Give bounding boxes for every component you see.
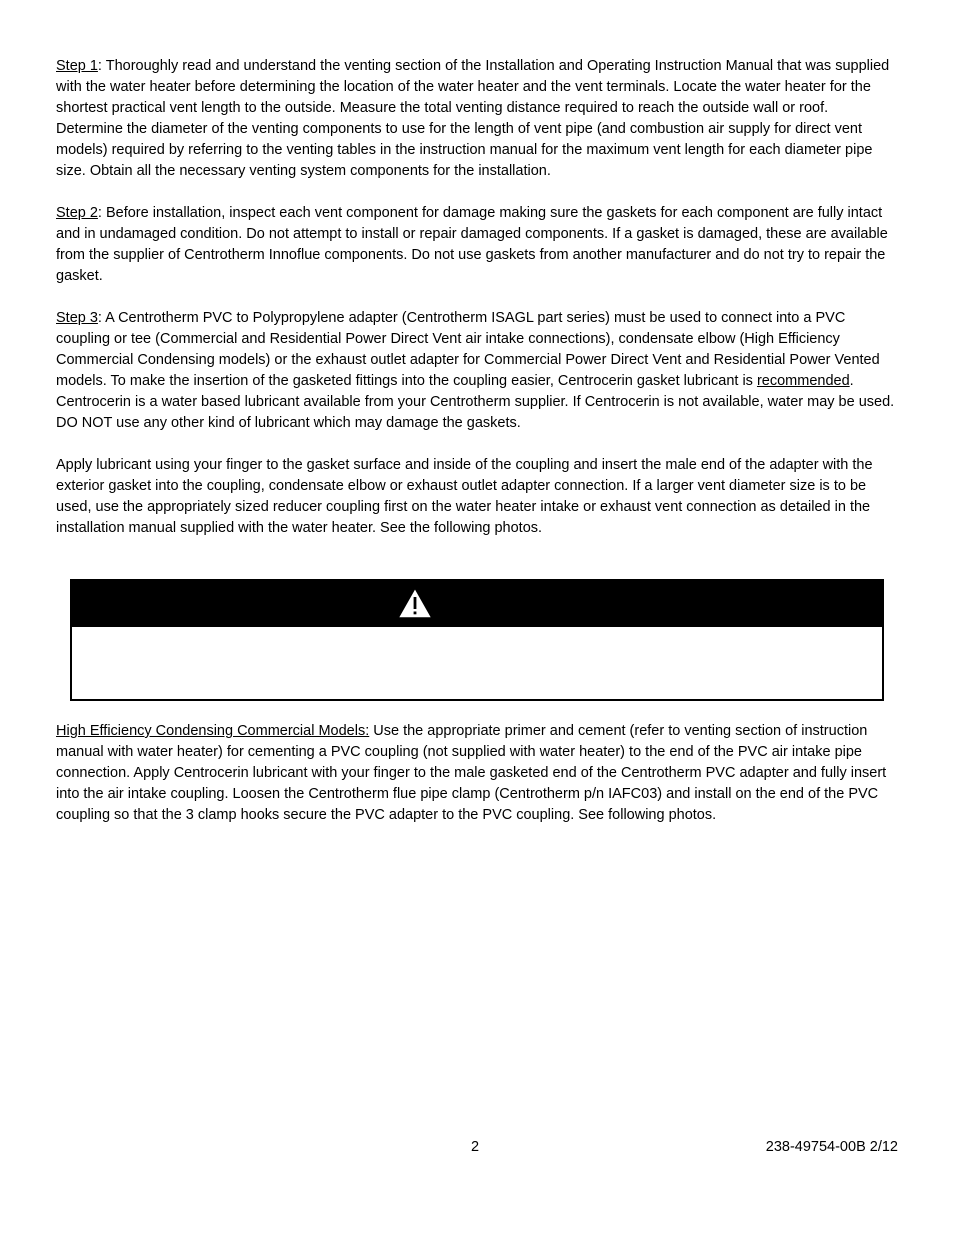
- step-1-label: Step 1: [56, 58, 98, 74]
- step-2-text: : Before installation, inspect each vent component for damage making sure the gaskets for each component are fully intact and in undamaged condition. Do not attempt to install or repair damaged components. If a gasket is damaged, these are available from the supplier of Centrotherm Innoflue components. Do not use gaskets from another manufacturer and do not try to repair the gasket.: [56, 205, 888, 284]
- step-3-label: Step 3: [56, 310, 98, 326]
- warning-body: [72, 627, 882, 695]
- warning-header: [72, 581, 882, 627]
- step-3-paragraph: [56, 308, 898, 434]
- high-efficiency-label: High Efficiency Condensing Commercial Models:: [56, 723, 370, 739]
- step-3-text-after: . Centrocerin is a water based lubricant available from your Centrotherm supplier. If Centrocerin is not available, water may be used. DO NOT use any other kind of lubricant which may damage the gaskets.: [56, 373, 895, 431]
- apply-lubricant-text: Apply lubricant using your finger to the gasket surface and inside of the coupling and insert the male end of the adapter with the exterior gasket into the coupling, condensate elbow or exhaust outlet adapter connection. If a larger vent diameter size is to be used, use the appropriately sized reducer coupling first on the water heater intake or exhaust vent connection as detailed in the installation manual supplied with the water heater. See the following photos.: [56, 457, 873, 536]
- step-1-text: : Thoroughly read and understand the venting section of the Installation and Operating Instruction Manual that was supplied with the water heater before determining the location of the water heater and the vent terminals. Locate the water heater for the shortest practical vent length to the outside. Measure the total venting distance required to reach the outside wall or roof. Determine the diameter of the venting components to use for the length of vent pipe (and combustion air supply for direct vent models) required by referring to the venting tables in the instruction manual for the maximum vent length for each diameter pipe size. Obtain all the necessary venting system components for the installation.: [56, 58, 890, 179]
- high-efficiency-text: Use the appropriate primer and cement (refer to venting section of instruction manual with water heater) for cementing a PVC coupling (not supplied with water heater) to the end of the PVC air intake pipe connection. Apply Centrocerin lubricant with your finger to the male gasketed end of the Centrotherm PVC adapter and fully insert into the air intake coupling. Loosen the Centrotherm flue pipe clamp (Centrotherm p/n IAFC03) and install on the end of the PVC coupling so that the 3 clamp hooks secure the PVC adapter to the PVC coupling. See following photos.: [56, 723, 887, 823]
- high-efficiency-section: [56, 721, 898, 826]
- warning-triangle-icon: [396, 586, 434, 620]
- step-3-underlined-word: recommended: [756, 373, 850, 389]
- document-id: 238-49754-00B 2/12: [765, 1139, 898, 1155]
- step-2-label: Step 2: [56, 205, 98, 221]
- step-2-paragraph: [56, 203, 898, 287]
- page-number: 2: [471, 1139, 480, 1155]
- warning-box: [70, 579, 884, 701]
- page-footer: [0, 1136, 954, 1158]
- apply-lubricant-paragraph: [56, 455, 898, 539]
- step-1-paragraph: [56, 56, 898, 182]
- high-efficiency-paragraph: [56, 721, 898, 826]
- step-3-text-before: : A Centrotherm PVC to Polypropylene adapter (Centrotherm ISAGL part series) must be used to connect into a PVC coupling or tee (Commercial and Residential Power Direct Vent air intake connections), condensate elbow (High Efficiency Commercial Condensing models) or the exhaust outlet adapter for Commercial Power Direct Vent and Residential Power Vented models. To make the insertion of the gasketed fittings into the coupling easier, Centrocerin gasket lubricant is: [56, 310, 880, 389]
- document-body: [56, 56, 898, 539]
